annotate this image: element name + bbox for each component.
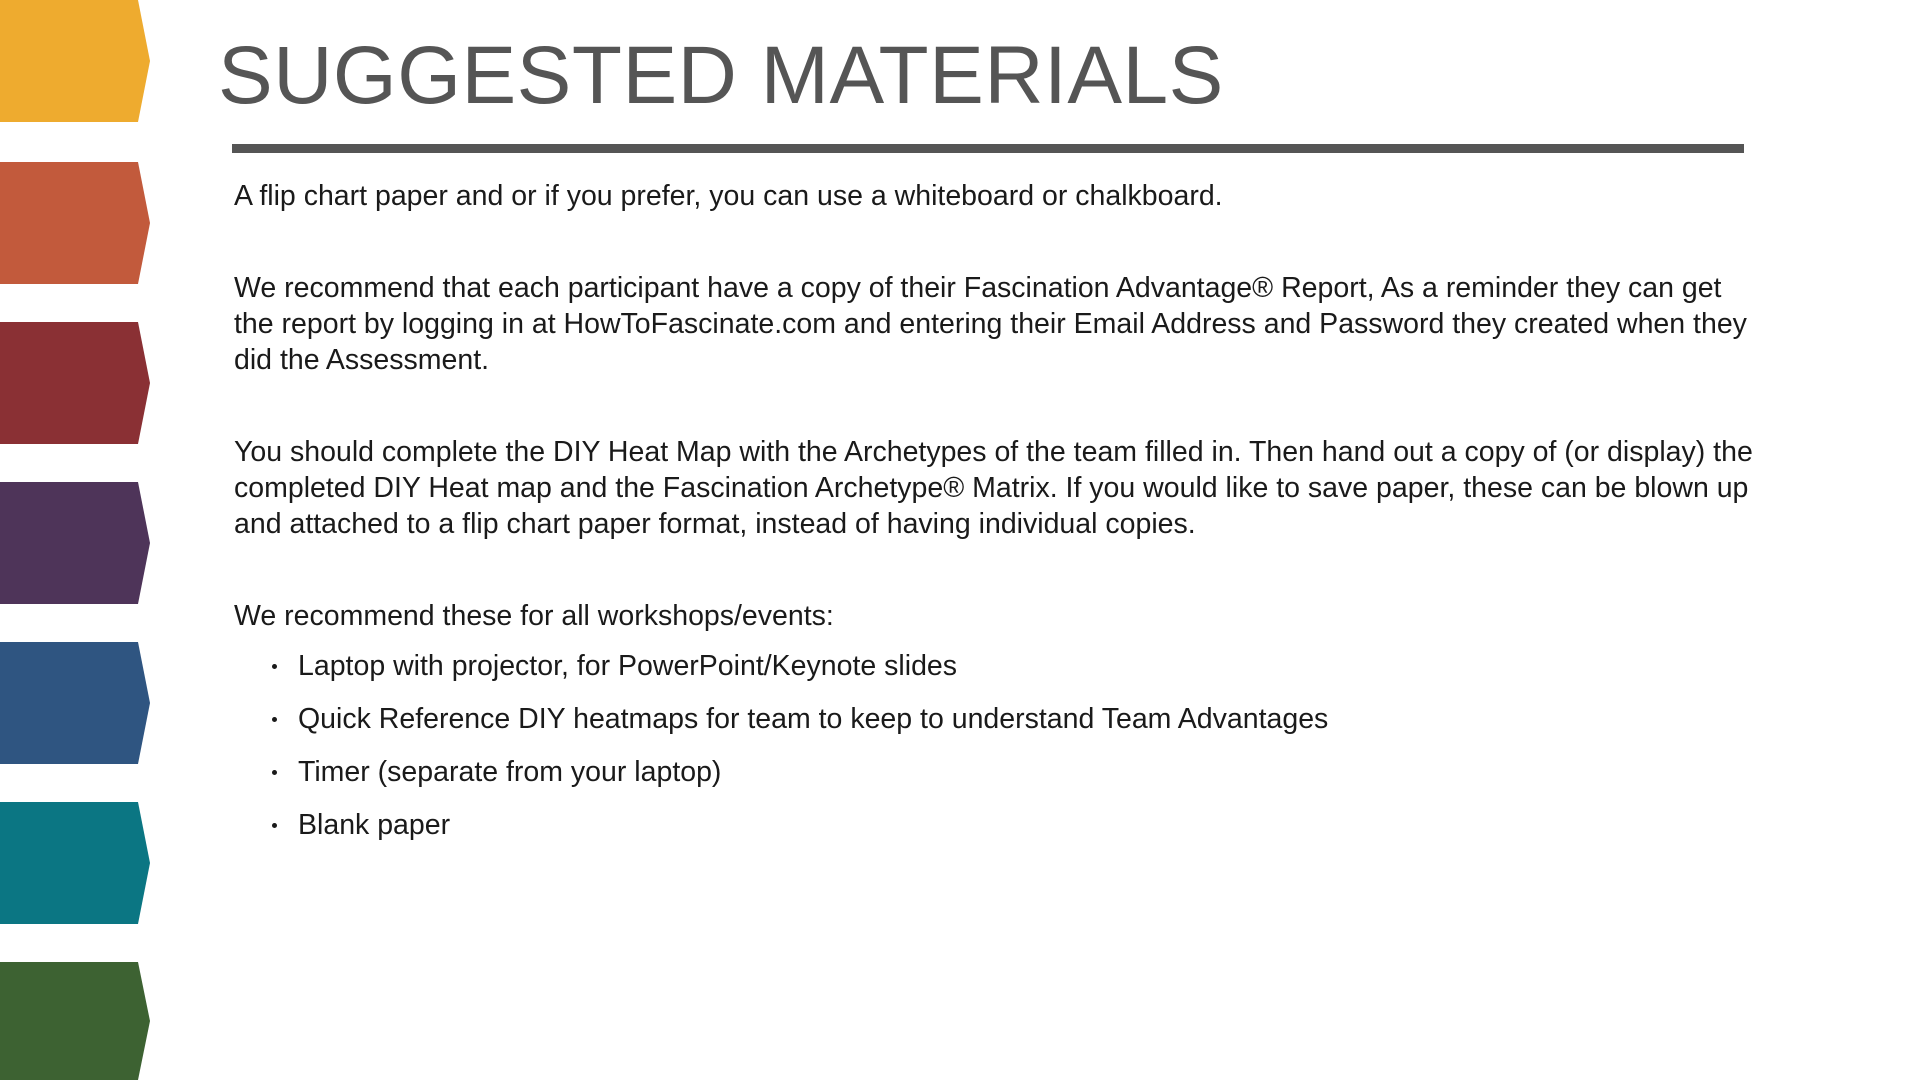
bullet-icon (272, 717, 277, 722)
list-item (234, 754, 1754, 790)
paragraph-report: We recommend that each participant have a copy of their Fascination Advantage® Report, As a reminder they can get the report by logging in at HowToFascinate.com and entering their Email Address and Password they created when they did the Assessment. (234, 272, 1747, 376)
paragraph-flip-chart: A flip chart paper and or if you prefer, you can use a whiteboard or chalkboard. (234, 180, 1223, 212)
list-item (234, 807, 1754, 843)
bullet-icon (272, 823, 277, 828)
color-tab-blue (0, 642, 150, 764)
color-tabs (0, 0, 160, 1080)
list-item (234, 648, 1754, 684)
page-title: SUGGESTED MATERIALS (218, 30, 1224, 121)
color-tab-orange (0, 0, 150, 122)
paragraph-heat-map: You should complete the DIY Heat Map with the Archetypes of the team filled in. Then hand out a copy of (or display) the completed DIY Heat map and the Fascination Archetype® Matrix. If you would like to save paper, these can be blown up and attached to a flip chart paper format, instead of having individual copies. (234, 436, 1753, 540)
color-tab-maroon (0, 322, 150, 444)
list-item-text: Timer (separate from your laptop) (298, 756, 722, 788)
materials-list (234, 648, 1754, 843)
color-tab-purple (0, 482, 150, 604)
color-tab-teal (0, 802, 150, 924)
slide-body (234, 178, 1754, 860)
color-tab-green (0, 962, 150, 1080)
list-item-text: Quick Reference DIY heatmaps for team to keep to understand Team Advantages (298, 703, 1329, 735)
paragraph-workshops-lead: We recommend these for all workshops/events: (234, 600, 834, 632)
color-tab-red-orange (0, 162, 150, 284)
list-item-text: Laptop with projector, for PowerPoint/Keynote slides (298, 650, 958, 682)
list-item (234, 701, 1754, 737)
list-item-text: Blank paper (298, 809, 451, 841)
title-divider (232, 144, 1744, 153)
bullet-icon (272, 770, 277, 775)
bullet-icon (272, 664, 277, 669)
